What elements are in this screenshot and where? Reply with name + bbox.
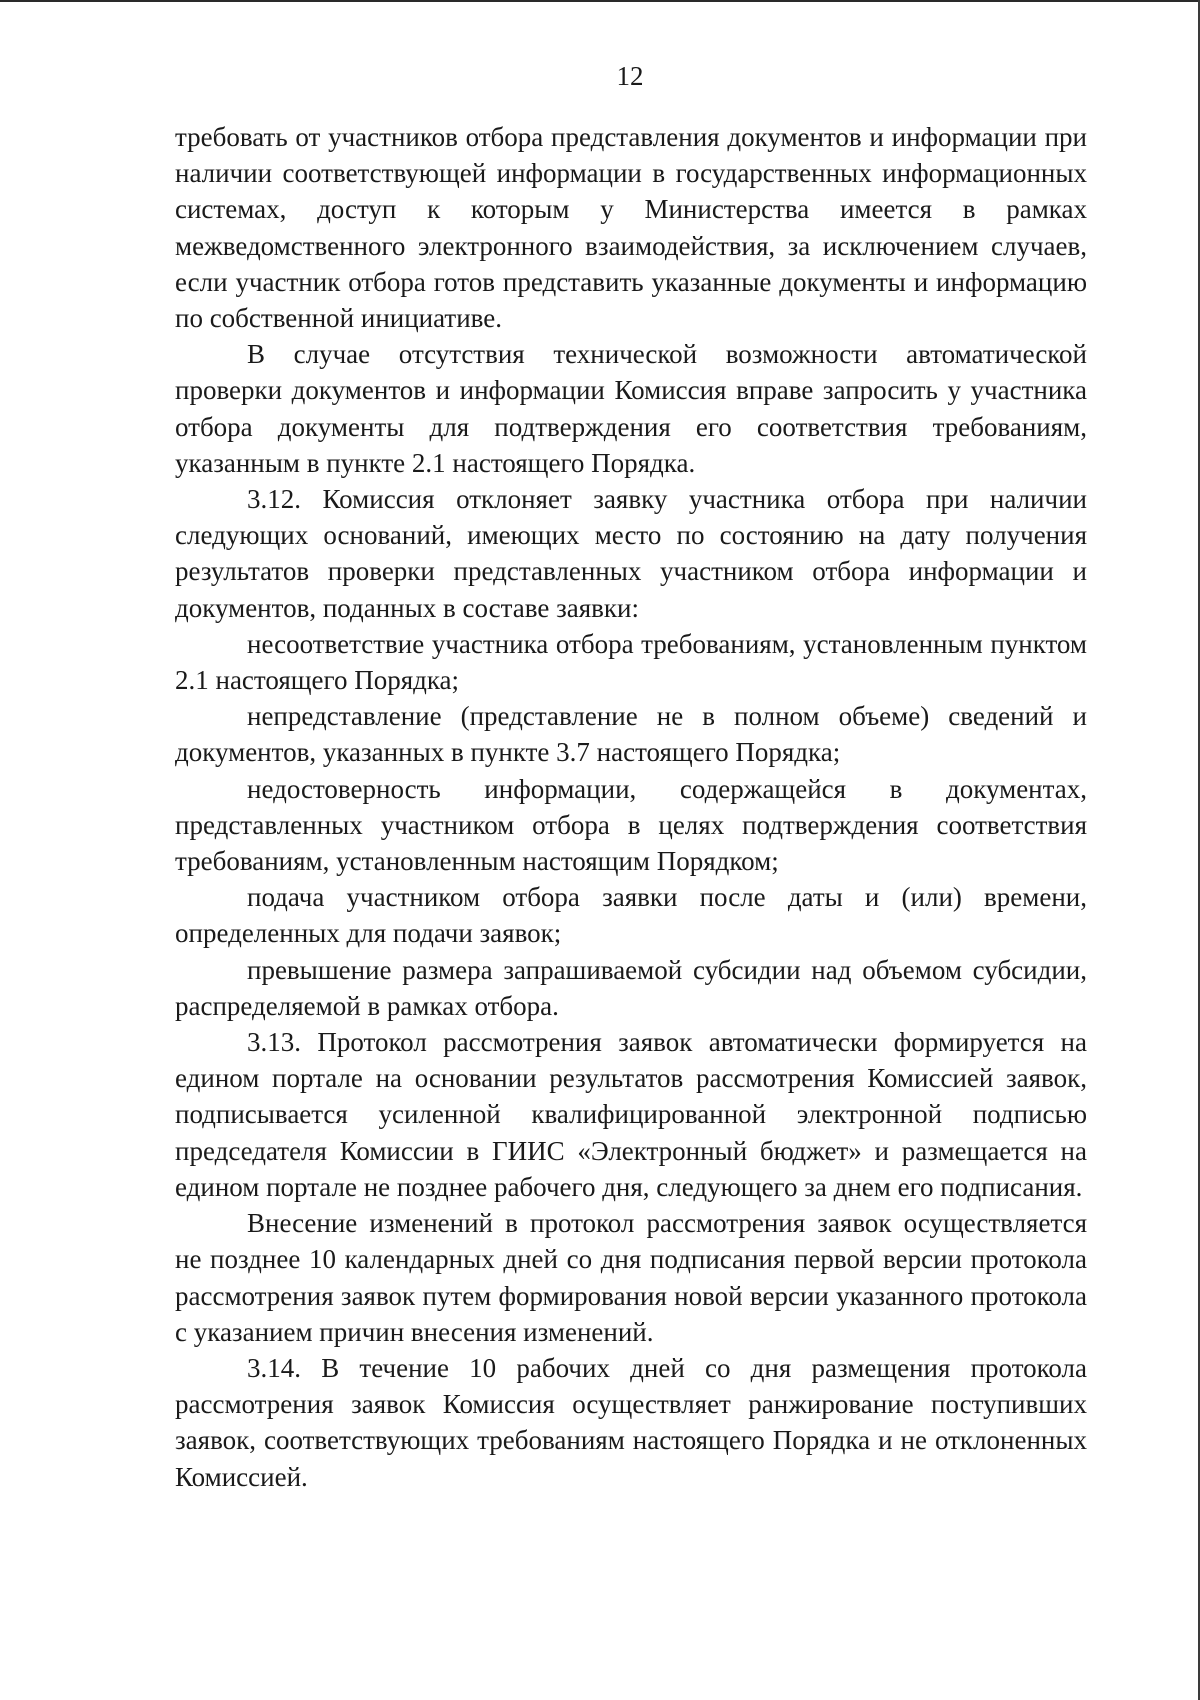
list-item-late-submission: подача участником отбора заявки после даты и (или) времени, определенных для подачи заявок; (175, 882, 1087, 949)
list-item-unreliable-info: недостоверность информации, содержащейся в документах, представленных участником отбора в целях подтверждения соответствия требованиям, установленным настоящим Порядком; (175, 773, 1087, 877)
document-body (175, 119, 1087, 1495)
list-item-non-submission: непредставление (представление не в полном объеме) сведений и документов, указанных в пункте 3.7 настоящего Порядка; (175, 701, 1087, 768)
paragraph-3-12: 3.12. Комиссия отклоняет заявку участника отбора при наличии следующих оснований, имеющих место по состоянию на дату получения результатов проверки представленных участником отбора информации и документов, поданных в составе заявки: (175, 484, 1087, 623)
paragraph-3-14: 3.14. В течение 10 рабочих дней со дня размещения протокола рассмотрения заявок Комиссия осуществляет ранжирование поступивших заявок, соответствующих требованиям настоящего Порядка и не отклоненных Комиссией. (175, 1352, 1087, 1492)
page-edge-top (0, 0, 1200, 2)
page-number: 12 (616, 61, 644, 91)
list-item-excess-amount: превышение размера запрашиваемой субсидии над объемом субсидии, распределяемой в рамках отбора. (175, 954, 1087, 1021)
paragraph-3-13: 3.13. Протокол рассмотрения заявок автоматически формируется на едином портале на основании результатов рассмотрения Комиссией заявок, подписывается усиленной квалифицированной электронной подписью председателя Комиссии в ГИИС «Электронный бюджет» и размещается на едином портале не позднее рабочего дня, следующего за днем его подписания. (175, 1027, 1087, 1202)
paragraph-no-technical-possibility: В случае отсутствия технической возможности автоматической проверки документов и информации Комиссия вправе запросить у участника отбора документы для подтверждения его соответствия требованиям, указанным в пункте 2.1 настоящего Порядка. (175, 339, 1087, 478)
list-item-nonconformity: несоответствие участника отбора требованиям, установленным пунктом 2.1 настоящего Порядка; (175, 628, 1087, 696)
paragraph-protocol-changes: Внесение изменений в протокол рассмотрения заявок осуществляется не позднее 10 календарных дней со дня подписания первой версии протокола рассмотрения заявок путем формирования новой версии указанного протокола с указанием причин внесения изменений. (175, 1208, 1087, 1347)
paragraph-continuation: требовать от участников отбора представления документов и информации при наличии соответствующей информации в государственных информационных системах, доступ к которым у Министерства имеется в рамках межведомственного электронного взаимодействия, за исключением случаев, если участник отбора готов представить указанные документы и информацию по собственной инициативе. (175, 122, 1087, 334)
